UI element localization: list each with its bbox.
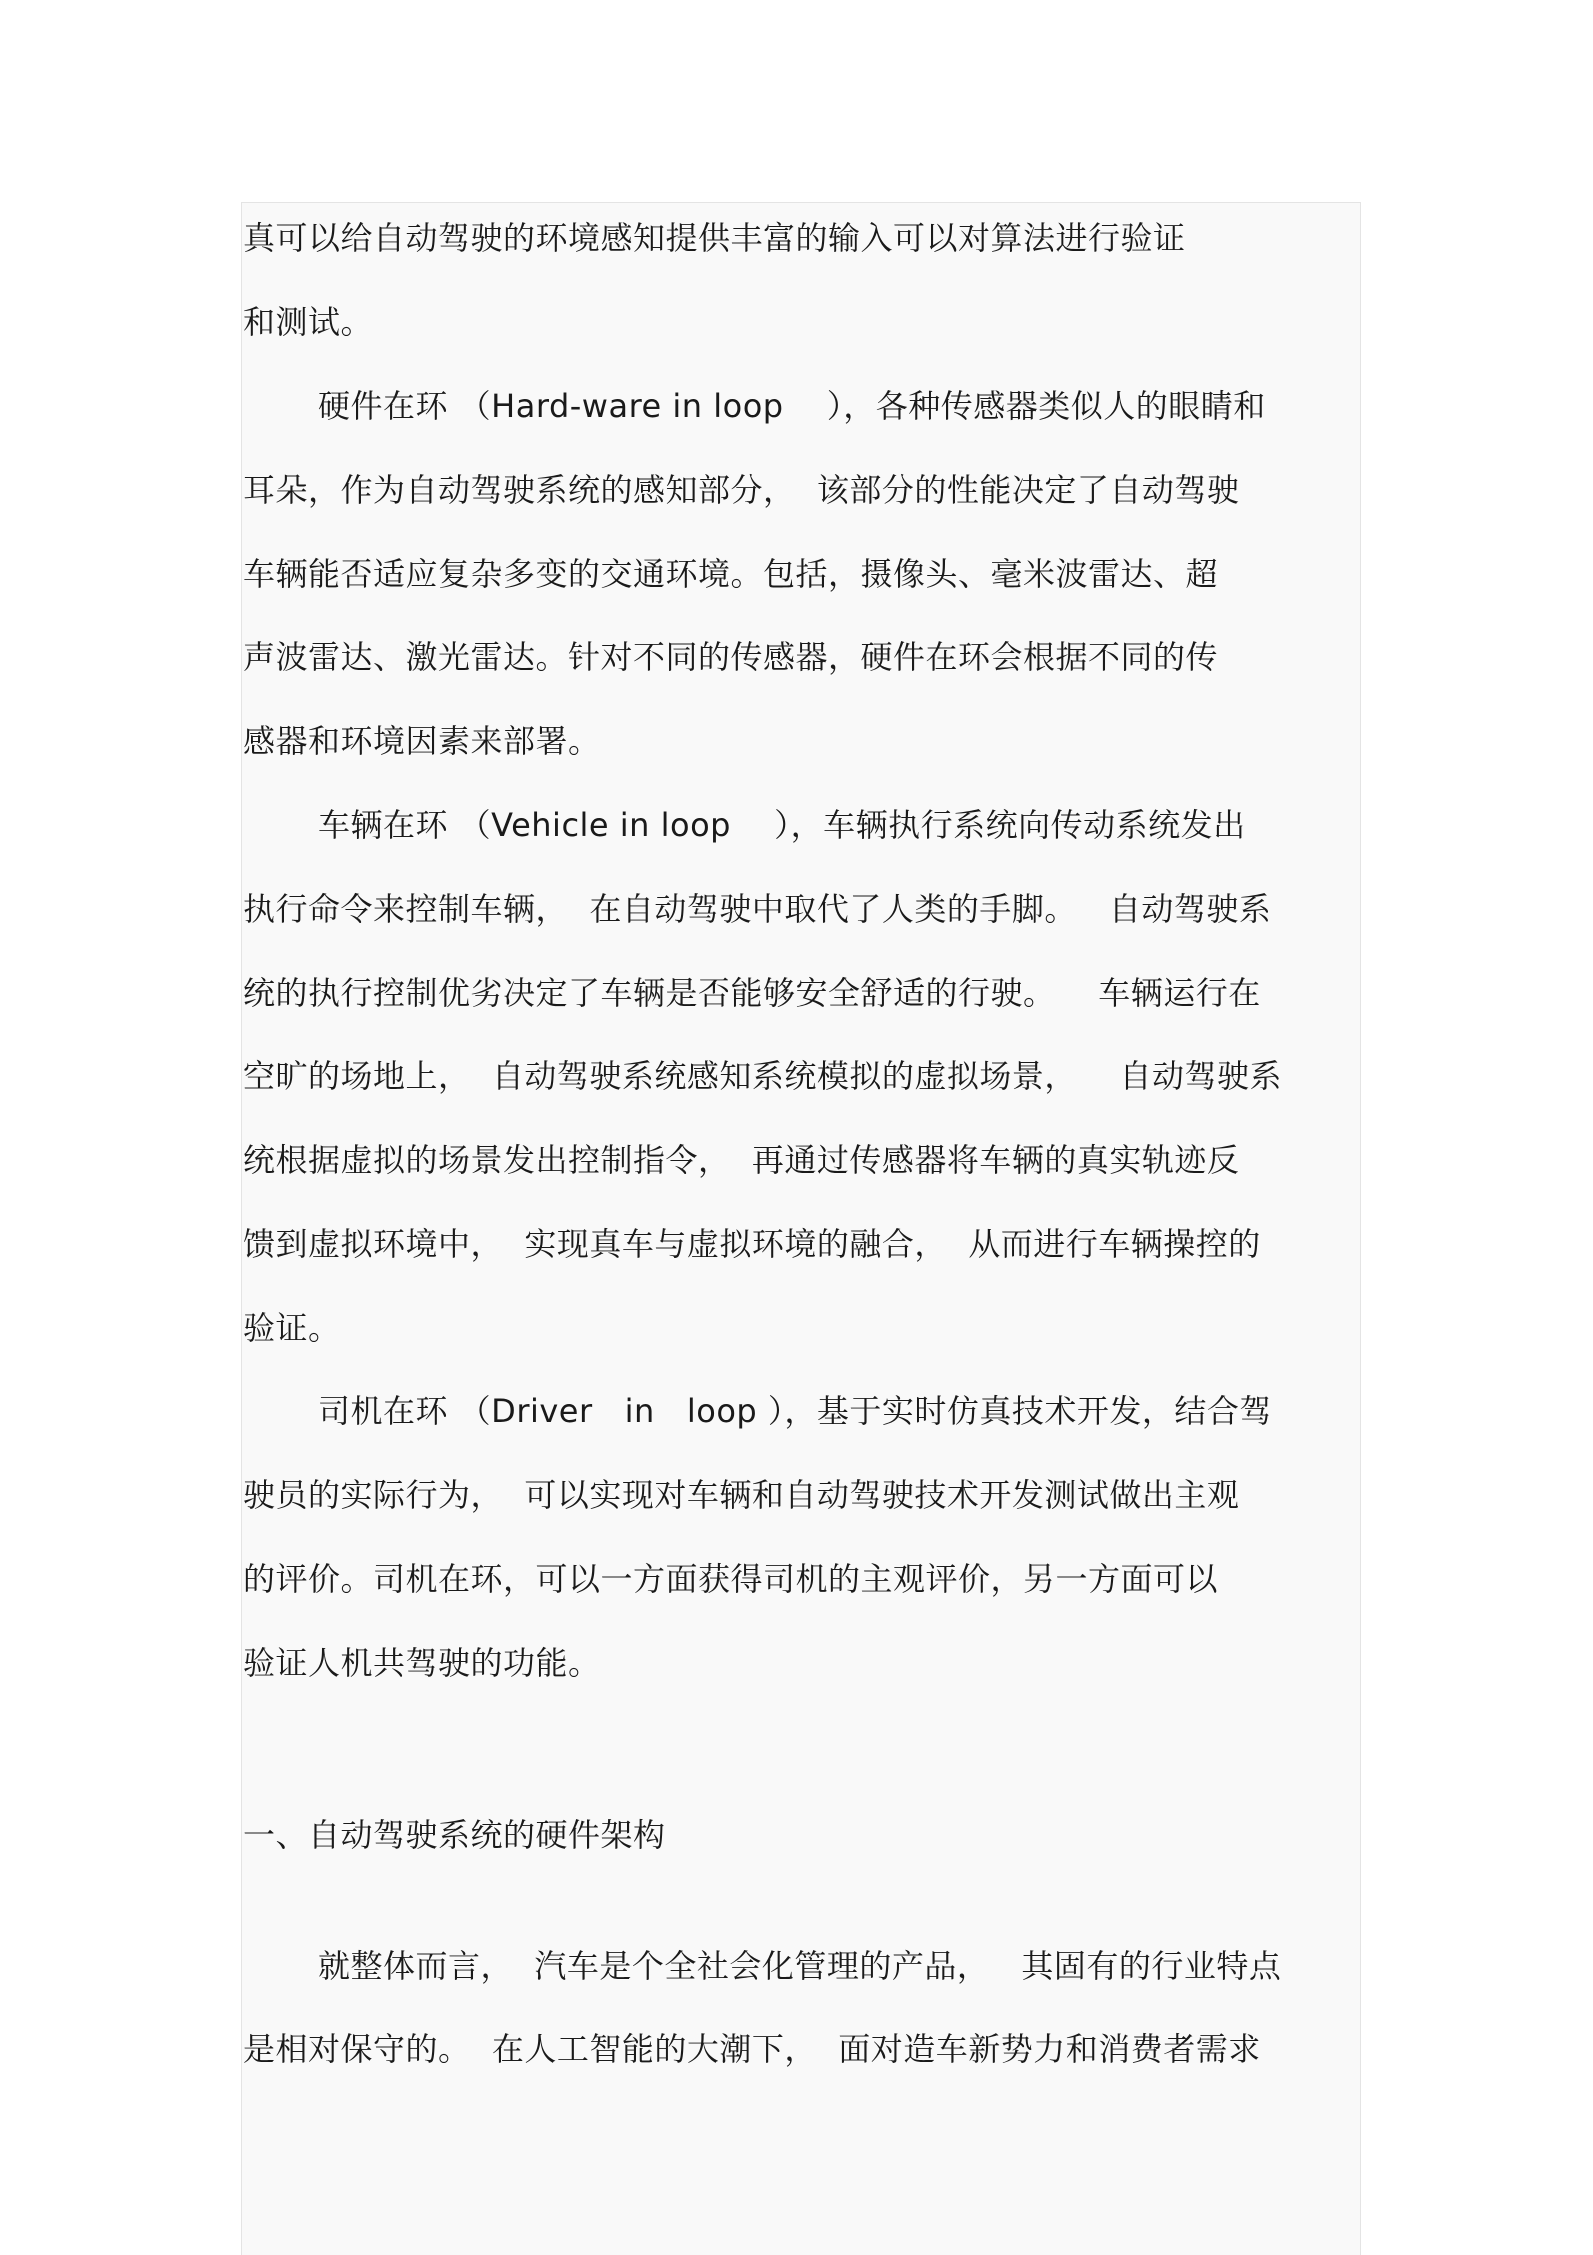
paragraph-line: 和测试。	[243, 303, 374, 341]
paragraph-line: 声波雷达、激光雷达。针对不同的传感器，硬件在环会根据不同的传	[243, 638, 1219, 676]
section-heading: 一、自动驾驶系统的硬件架构	[243, 1816, 666, 1854]
paragraph-line: 验证。	[243, 1309, 341, 1347]
paragraph-line: 馈到虚拟环境中， 实现真车与虚拟环境的融合， 从而进行车辆操控的	[243, 1225, 1261, 1263]
paragraph-line: 是相对保守的。 在人工智能的大潮下， 面对造车新势力和消费者需求	[243, 2030, 1261, 2068]
paragraph-line: 验证人机共驾驶的功能。	[243, 1644, 601, 1682]
paragraph-line: 空旷的场地上， 自动驾驶系统感知系统模拟的虚拟场景， 自动驾驶系	[243, 1057, 1283, 1095]
paragraph-line: 执行命令来控制车辆， 在自动驾驶中取代了人类的手脚。 自动驾驶系	[243, 890, 1272, 928]
paragraph-line: 车辆能否适应复杂多变的交通环境。包括，摄像头、毫米波雷达、超	[243, 555, 1219, 593]
paragraph-line: 司机在环 （Driver in loop ），基于实时仿真技术开发，结合驾	[318, 1392, 1272, 1430]
paragraph-line: 统根据虚拟的场景发出控制指令， 再通过传感器将车辆的真实轨迹反	[243, 1141, 1240, 1179]
paragraph-line: 的评价。司机在环，可以一方面获得司机的主观评价，另一方面可以	[243, 1560, 1219, 1598]
paragraph-line: 驶员的实际行为， 可以实现对车辆和自动驾驶技术开发测试做出主观	[243, 1476, 1240, 1514]
paragraph-line: 车辆在环 （Vehicle in loop ），车辆执行系统向传动系统发出	[318, 806, 1246, 844]
paragraph-line: 耳朵，作为自动驾驶系统的感知部分， 该部分的性能决定了自动驾驶	[243, 471, 1240, 509]
paragraph-line: 统的执行控制优劣决定了车辆是否能够安全舒适的行驶。 车辆运行在	[243, 974, 1261, 1012]
paragraph-line: 感器和环境因素来部署。	[243, 722, 601, 760]
paragraph-line: 就整体而言， 汽车是个全社会化管理的产品， 其固有的行业特点	[318, 1947, 1282, 1985]
paragraph-line: 硬件在环 （Hard-ware in loop ），各种传感器类似人的眼睛和	[318, 387, 1266, 425]
paragraph-line: 真可以给自动驾驶的环境感知提供丰富的输入可以对算法进行验证	[243, 219, 1186, 257]
